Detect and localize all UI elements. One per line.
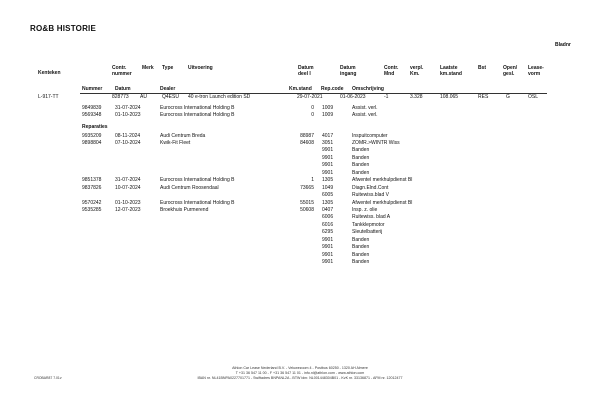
row-km: 0 bbox=[311, 112, 314, 118]
header-dealer: Dealer bbox=[160, 86, 176, 92]
row-code: 6005 bbox=[322, 192, 334, 199]
row-nummer: 9849839 bbox=[82, 105, 102, 111]
header-km-stand: Km.stand bbox=[289, 86, 312, 92]
row-km: 0 bbox=[311, 105, 314, 111]
vehicle-uitvoering: 40 e-tron Launch edition SD bbox=[188, 94, 251, 100]
row-omschrijving: Banden bbox=[352, 162, 370, 169]
row-code: 9901 bbox=[322, 251, 334, 258]
row-code: 3051 bbox=[322, 139, 334, 146]
row-dealer: Audi Centrum Breda bbox=[160, 132, 206, 139]
vehicle-merk: AU bbox=[140, 94, 147, 100]
header-datum-ingang: Datum ingang bbox=[340, 65, 357, 77]
row-code: 1009 bbox=[322, 105, 334, 111]
header-laatste-km: Laatste km.stand bbox=[440, 65, 462, 77]
header-rep-code: Rep.code bbox=[321, 86, 344, 92]
row-omschrijving: Banden bbox=[352, 169, 370, 176]
row-datum: 07-10-2024 bbox=[115, 139, 141, 146]
vehicle-type: Q4ESU bbox=[162, 94, 179, 100]
row-nummer: 9535285 bbox=[82, 207, 102, 213]
header-open-gesl: Open/ gesl. bbox=[503, 65, 518, 77]
row-km: 50608 bbox=[300, 207, 314, 213]
row-code: 9901 bbox=[322, 162, 334, 169]
row-omschrijving: Inspuitcomputer bbox=[352, 132, 388, 139]
header-verpl-km: verpl. Km. bbox=[410, 65, 424, 77]
row-dealer: Eurocross International Holding B bbox=[160, 199, 235, 206]
row-nummer: 9570242 bbox=[82, 199, 102, 206]
row-dealer: Eurocross International Holding B bbox=[160, 177, 235, 184]
footer-form-code: CROBAR87 7.01v bbox=[34, 376, 62, 380]
header-kenteken: Kenteken bbox=[38, 70, 61, 76]
vehicle-datum-deel1: 29-07-2021 bbox=[297, 94, 323, 100]
document-title: RO&B HISTORIE bbox=[30, 24, 97, 33]
row-km: 1 bbox=[311, 177, 314, 184]
row-omschrijving: Insp. z. olie bbox=[352, 207, 378, 213]
header-omschrijving: Omschrijving bbox=[352, 86, 384, 92]
row-omschrijving: Banden bbox=[352, 147, 370, 154]
row-code: 6295 bbox=[322, 229, 334, 236]
row-omschrijving: Afwentel merkhulpdienst Bl bbox=[352, 177, 413, 184]
row-km: 88987 bbox=[300, 132, 314, 139]
row-dealer: Broekhuis Purmerend bbox=[160, 207, 209, 213]
row-dealer: Audi Centrum Roosendaal bbox=[160, 184, 219, 191]
row-code: 0407 bbox=[322, 207, 334, 213]
row-code: 6006 bbox=[322, 214, 334, 221]
header-type: Type bbox=[162, 65, 174, 71]
header-nummer: Nummer bbox=[82, 86, 103, 92]
row-omschrijving: Diagn.Elnd.Cont bbox=[352, 184, 389, 191]
row-datum: 31-07-2024 bbox=[115, 105, 141, 111]
row-nummer: 9898804 bbox=[82, 139, 102, 146]
row-datum: 12-07-2023 bbox=[115, 207, 141, 213]
row-code: 4017 bbox=[322, 132, 334, 139]
row-omschrijving: Banden bbox=[352, 244, 370, 251]
vehicle-kenteken: L-917-TT bbox=[38, 94, 59, 100]
header-uitvoering: Uitvoering bbox=[188, 65, 213, 71]
row-omschrijving: Ruitewiss. blad A bbox=[352, 214, 391, 221]
row-code: 6016 bbox=[322, 221, 334, 228]
header-datum: Datum bbox=[115, 86, 131, 92]
row-code: 9901 bbox=[322, 147, 334, 154]
header-datum-deel1: Datum deel I bbox=[298, 65, 314, 77]
header-merk: Merk bbox=[142, 65, 154, 71]
row-dealer: Kwik-Fit Fleet bbox=[160, 139, 191, 146]
page-number-label: Bladnr bbox=[555, 42, 571, 48]
row-code: 1305 bbox=[322, 199, 334, 206]
row-omschrijving: ZOMR.>WINTR Wiss bbox=[352, 139, 400, 146]
row-nummer: 9569348 bbox=[82, 112, 102, 118]
row-datum: 10-07-2024 bbox=[115, 184, 141, 191]
row-omschrijving: Afwentel merkhulpdienst Bl bbox=[352, 199, 413, 206]
row-datum: 01-10-2023 bbox=[115, 199, 141, 206]
row-nummer: 9837826 bbox=[82, 184, 102, 191]
row-code: 9901 bbox=[322, 236, 334, 243]
row-datum: 01-10-2023 bbox=[115, 112, 141, 118]
row-omschrijving: Tankklepmotor bbox=[352, 221, 385, 228]
row-code: 1049 bbox=[322, 184, 334, 191]
row-code: 9901 bbox=[322, 259, 334, 266]
vehicle-datum-ingang: 01-06-2023 bbox=[340, 94, 366, 100]
row-omschrijving: Banden bbox=[352, 259, 370, 266]
row-code: 1009 bbox=[322, 112, 334, 118]
footer-address: Athlon Car Lease Nederland B.V. - Veluwezoom 4 - Postbus 60250 - 1320 AH Almere bbox=[232, 366, 368, 370]
reparaties-heading: Reparaties bbox=[82, 124, 108, 130]
vehicle-contr-nummer: 828773 bbox=[112, 94, 129, 100]
vehicle-lease-vorm: OSL bbox=[528, 94, 539, 100]
vehicle-contr-mnd: -1 bbox=[384, 94, 389, 100]
row-km: 55015 bbox=[300, 199, 314, 206]
row-omschrijving: Assist. verl. bbox=[352, 105, 378, 111]
vehicle-open-gesl: G bbox=[506, 94, 510, 100]
row-km: 73665 bbox=[300, 184, 314, 191]
row-code: 9901 bbox=[322, 244, 334, 251]
footer-bank-details: IBAN nr. NL41BNPA0227701771 - Swiftadres BNPANL2A - BTW idnr. NL001448304B01 - KvK nr. 33136871 - AFM nr. 12012477 bbox=[197, 376, 403, 380]
header-contr-nummer: Contr. nummer bbox=[112, 65, 132, 77]
row-datum: 31-07-2024 bbox=[115, 177, 141, 184]
row-omschrijving: Banden bbox=[352, 236, 370, 243]
vehicle-laatste-km: 108.065 bbox=[440, 94, 459, 100]
row-omschrijving: Banden bbox=[352, 154, 370, 161]
row-nummer: 9935209 bbox=[82, 132, 102, 139]
row-datum: 08-11-2024 bbox=[115, 132, 141, 139]
row-nummer: 9851378 bbox=[82, 177, 102, 184]
header-contr-mnd: Contr. Mnd bbox=[384, 65, 399, 77]
row-omschrijving: Sleutelbatterij bbox=[352, 229, 383, 236]
vehicle-verpl-km: 3.328 bbox=[410, 94, 423, 100]
header-bst: Bst bbox=[478, 65, 487, 71]
footer-contact: T +31 36 547 11 00 - F +31 36 547 11 01 - info.nl@athlon.com - www.athlon.com bbox=[235, 371, 365, 375]
row-dealer: Eurocross International Holding B bbox=[160, 105, 235, 111]
row-omschrijving: Ruitewiss.blad V bbox=[352, 192, 389, 199]
row-code: 1305 bbox=[322, 177, 334, 184]
header-lease-vorm: Lease- vorm bbox=[528, 65, 544, 77]
row-omschrijving: Assist. verl. bbox=[352, 112, 378, 118]
row-code: 9901 bbox=[322, 154, 334, 161]
row-dealer: Eurocross International Holding B bbox=[160, 112, 235, 118]
row-km: 84608 bbox=[300, 139, 314, 146]
row-omschrijving: Banden bbox=[352, 251, 370, 258]
row-code: 9901 bbox=[322, 169, 334, 176]
vehicle-bst: RES bbox=[478, 94, 489, 100]
